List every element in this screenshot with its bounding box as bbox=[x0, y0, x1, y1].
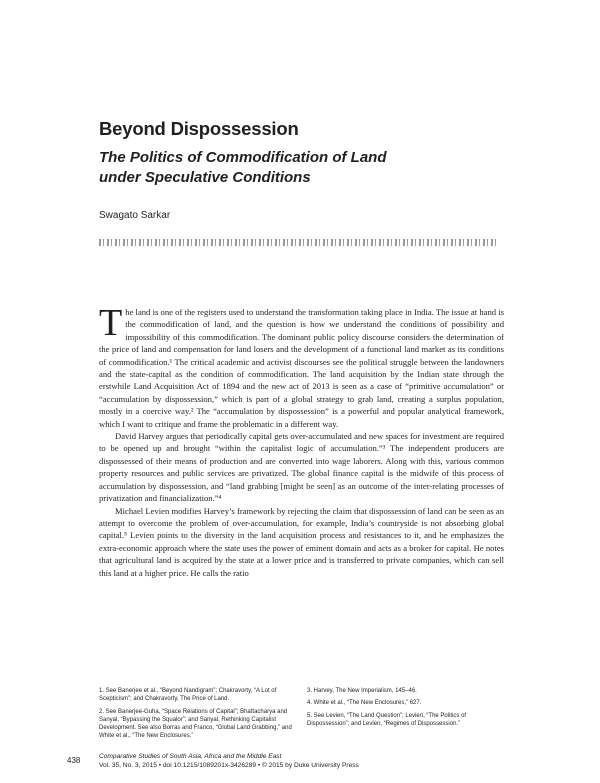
paragraph-1-text: he land is one of the registers used to understand the transformation taking place in India. The issue at hand is the commodification of land, and the question is how we understand the conditions of possibility and impossibility of this commodification. The dominant public policy discourse considers the determination of the price of land and compensation for land losers and the development of a functional land market as its conditions of commodification.¹ The critical academic and activist discourses see the political struggle between the landowners and the state-capital as the condition of commodification. The land acquisition by the Indian state through the erstwhile Land Acquisition Act of 1894 and the new act of 2013 is seen as a case of “primitive accumulation” or “accumulation by dispossession,” which is part of a global strategy to grab land, creating a surplus population, mostly in a coercive way.² The “accumulation by dispossession” is a powerful and popular analytical framework, which I want to critique and frame the problematic in a different way. bbox=[99, 307, 504, 429]
paragraph-2: David Harvey argues that periodically capital gets over-accumulated and new spaces for investment are required to be opened up and brought “within the capitalist logic of accumulation.”³ The independent producers are dispossessed of their means of production and are converted into wage laborers. Along with this, various common property resources and public services are privatized. The global finance capital is the midwife of this process of accumulation by dispossession, and “land grabbing [might be seen] as an outcome of the inter-relating processes of privatization and financialization.”⁴ bbox=[99, 431, 504, 504]
illegible-abstract-strip bbox=[99, 239, 499, 246]
footnote-1: 1. See Banerjee et al., “Beyond Nandigram”; Chakravorty, “A Lot of Scepticism”; and Chakravorty, The Price of Land. bbox=[99, 688, 277, 703]
article-subtitle: The Politics of Commodification of Land under Speculative Conditions bbox=[99, 149, 387, 186]
footnote-3: 3. Harvey, The New Imperialism, 145–46. bbox=[307, 688, 417, 694]
footnotes-right-column bbox=[307, 687, 504, 745]
author-name: Swagato Sarkar bbox=[99, 210, 171, 221]
footnote-4: 4. White et al., “The New Enclosures,” 627. bbox=[307, 700, 422, 707]
paragraph-1 bbox=[99, 302, 504, 430]
drop-cap: T bbox=[99, 302, 123, 344]
journal-meta: Vol. 35, No. 3, 2015 • doi 10.1215/1089201x-3426289 • © 2015 by Duke University Press bbox=[99, 762, 359, 769]
paragraph-3: Michael Levien modifies Harvey’s framework by rejecting the claim that dispossession of land can be seen as an attempt to overcome the problem of over-accumulation, for example, India’s countryside is not absorbing global capital.⁵ Levien points to the diversity in the land acquisition process and resistances to it, and he emphasizes the extra-economic approach where the state uses the power of eminent domain and acts as a broker for capital. He notes that agricultural land is acquired by the state at a lower price and is transferred to private companies, which can sell this land at a higher price. He calls the ratio bbox=[99, 505, 504, 578]
footnote-2: 2. See Banerjee-Guha, “Space Relations of Capital”; Bhattacharya and Sanyal, “Bypassing the Squalor”; and Sanyal, Rethinking Capitalist Development. See also Borras and Franco, “Global Land Grabbing,” and White et al., “The New Enclosures.” bbox=[99, 708, 292, 740]
footnotes-left-column bbox=[99, 687, 296, 745]
article-title: Beyond Dispossession bbox=[99, 118, 299, 139]
footnotes bbox=[99, 687, 504, 745]
article-body bbox=[99, 302, 504, 579]
journal-title: Comparative Studies of South Asia, Africa and the Middle East bbox=[99, 753, 282, 760]
page-number: 438 bbox=[67, 756, 81, 765]
footnote-5: 5. See Levien, “The Land Question”; Levien, “The Politics of Dispossession”; and Levien, “Regimes of Dispossession.” bbox=[307, 712, 467, 727]
